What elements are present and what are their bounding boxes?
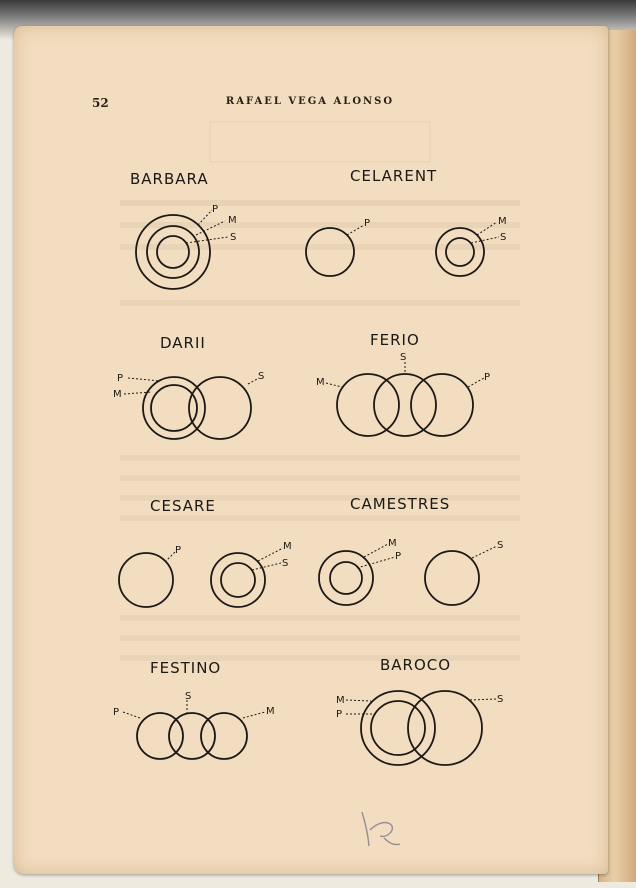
label-p: P [113, 707, 120, 718]
circle-p [371, 701, 425, 755]
figure-baroco [336, 656, 503, 765]
figure-title-barbara: BARBARA [130, 170, 209, 188]
circle-m [361, 691, 435, 765]
label-s: S [258, 371, 265, 382]
circle-p [411, 374, 473, 436]
label-m: M [266, 706, 275, 717]
circle-m [436, 228, 484, 276]
bleed-through-text [120, 122, 520, 661]
figure-ferio [316, 331, 490, 436]
label-m: M [283, 541, 292, 552]
label-m: M [336, 695, 345, 706]
figure-title-festino: FESTINO [150, 659, 222, 677]
circle-m [201, 713, 247, 759]
label-m: M [113, 389, 122, 400]
circle-p [119, 553, 173, 607]
label-m: M [388, 538, 397, 549]
circle-s [446, 238, 474, 266]
running-head: RAFAEL VEGA ALONSO [225, 96, 395, 107]
circle-p [189, 377, 251, 439]
circle-m [143, 377, 205, 439]
figure-title-baroco: BAROCO [380, 656, 452, 674]
figure-title-celarent: CELARENT [350, 167, 438, 185]
label-m: M [228, 215, 237, 226]
figure-title-cesare: CESARE [150, 497, 216, 515]
figure-title-darii: DARII [160, 334, 206, 352]
circle-s [157, 236, 189, 268]
label-s: S [400, 352, 407, 363]
label-m: M [316, 377, 325, 388]
label-s: S [185, 691, 192, 702]
label-m: M [498, 216, 507, 227]
label-s: S [497, 540, 504, 551]
figure-camestres [319, 495, 503, 605]
figure-darii [113, 334, 264, 439]
figure-festino [113, 659, 275, 759]
circle-s [374, 374, 436, 436]
label-p: P [336, 709, 343, 720]
label-p: P [484, 372, 491, 383]
label-p: P [117, 373, 124, 384]
circle-s-inner [151, 385, 197, 431]
figure-title-ferio: FERIO [370, 331, 420, 349]
label-s: S [497, 694, 504, 705]
circle-s [425, 551, 479, 605]
figure-celarent [306, 167, 507, 276]
circle-s [408, 691, 482, 765]
circle-m [147, 226, 199, 278]
label-p: P [212, 204, 219, 215]
circle-m [319, 551, 373, 605]
figure-title-camestres: CAMESTRES [350, 495, 451, 513]
figure-cesare [119, 497, 292, 607]
label-s: S [282, 558, 289, 569]
label-p: P [175, 545, 182, 556]
circle-m [211, 553, 265, 607]
label-s: S [230, 232, 237, 243]
page-number: 52 [92, 96, 109, 110]
circle-s [221, 563, 255, 597]
figure-barbara [130, 170, 237, 289]
circle-p [330, 562, 362, 594]
label-p: P [395, 551, 402, 562]
circle-p [306, 228, 354, 276]
circle-m [337, 374, 399, 436]
label-s: S [500, 232, 507, 243]
label-p: P [364, 218, 371, 229]
pencil-scribble [362, 812, 400, 846]
